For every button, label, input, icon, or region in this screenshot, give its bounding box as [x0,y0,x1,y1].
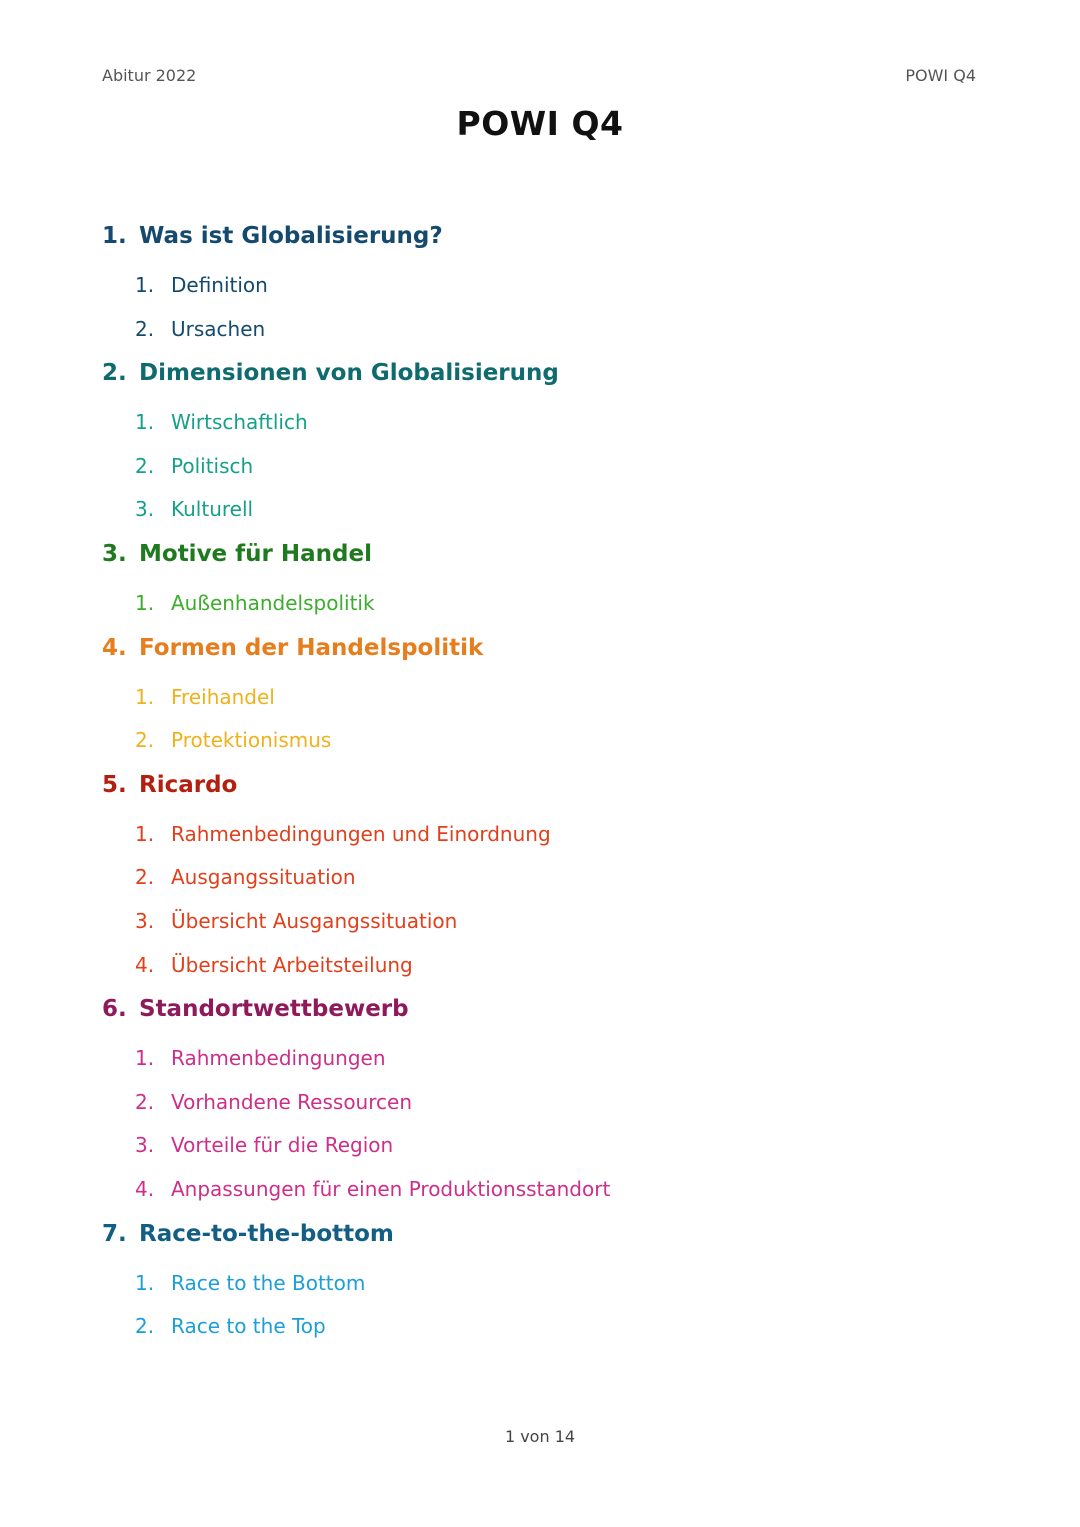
toc-sub-item[interactable] [135,813,982,857]
sub-item-label: Übersicht Arbeitsteilung [171,952,413,977]
toc-sub-item[interactable] [135,1305,982,1349]
toc-section-heading[interactable] [102,991,982,1037]
sub-item-number: 1. [135,821,155,846]
toc-section [102,1216,982,1349]
header-right: POWI Q4 [905,66,976,85]
toc-sub-list [102,264,982,351]
toc-sub-item[interactable] [135,1037,982,1081]
toc-sub-list [102,1037,982,1211]
page-number: 1 von 14 [504,1427,576,1446]
sub-item-number: 2. [135,316,155,341]
sub-item-number: 2. [135,728,155,753]
table-of-contents [102,218,982,1353]
section-number: 6. [102,996,127,1023]
sub-item-number: 1. [135,1046,155,1071]
sub-item-label: Rahmenbedingungen [171,1046,386,1071]
sub-item-number: 3. [135,497,155,522]
toc-sub-item[interactable] [135,900,982,944]
document-title: POWI Q4 [456,104,624,143]
toc-sub-item[interactable] [135,1262,982,1306]
toc-section-heading[interactable] [102,767,982,813]
sub-item-label: Race to the Bottom [171,1270,366,1295]
toc-sub-item[interactable] [135,1124,982,1168]
section-title: Race-to-the-bottom [139,1220,394,1247]
toc-section [102,767,982,987]
section-number: 4. [102,634,127,661]
sub-item-number: 3. [135,1133,155,1158]
sub-item-label: Kulturell [171,497,254,522]
toc-sub-item[interactable] [135,264,982,308]
toc-section-heading[interactable] [102,630,982,676]
toc-section [102,355,982,532]
section-number: 3. [102,540,127,567]
header-left: Abitur 2022 [102,66,197,85]
toc-sub-item[interactable] [135,719,982,763]
toc-sub-item[interactable] [135,856,982,900]
section-number: 2. [102,360,127,387]
toc-section [102,630,982,763]
toc-sub-item[interactable] [135,445,982,489]
toc-sub-item[interactable] [135,582,982,626]
toc-sub-item[interactable] [135,488,982,532]
sub-item-number: 4. [135,1176,155,1201]
sub-item-label: Ursachen [171,316,266,341]
section-title: Formen der Handelspolitik [139,634,484,661]
sub-item-number: 1. [135,1270,155,1295]
sub-item-label: Anpassungen für einen Produktionsstandort [171,1176,611,1201]
section-title: Motive für Handel [139,540,372,567]
section-title: Ricardo [139,771,238,798]
toc-sub-item[interactable] [135,676,982,720]
toc-section [102,536,982,626]
section-title: Was ist Globalisierung? [139,223,443,249]
sub-item-label: Außenhandelspolitik [171,590,375,615]
toc-sub-item[interactable] [135,1081,982,1125]
section-title: Dimensionen von Globalisierung [139,360,559,387]
sub-item-number: 4. [135,952,155,977]
sub-item-number: 1. [135,410,155,435]
sub-item-label: Wirtschaftlich [171,410,308,435]
sub-item-label: Race to the Top [171,1314,326,1339]
sub-item-label: Übersicht Ausgangssituation [171,908,458,933]
toc-section-heading[interactable] [102,355,982,401]
sub-item-number: 3. [135,908,155,933]
toc-section [102,218,982,351]
sub-item-number: 2. [135,865,155,890]
sub-item-number: 2. [135,1089,155,1114]
toc-sub-item[interactable] [135,308,982,352]
sub-item-number: 1. [135,273,155,297]
toc-sub-list [102,676,982,763]
sub-item-number: 2. [135,1314,155,1339]
sub-item-number: 1. [135,590,155,615]
toc-sub-list [102,1262,982,1349]
section-title: Standortwettbewerb [139,996,409,1023]
section-number: 7. [102,1220,127,1247]
sub-item-label: Rahmenbedingungen und Einordnung [171,821,551,846]
sub-item-label: Freihandel [171,684,275,709]
sub-item-label: Politisch [171,453,254,478]
toc-sub-list [102,582,982,626]
sub-item-label: Vorteile für die Region [171,1133,394,1158]
sub-item-number: 2. [135,453,155,478]
toc-section-heading[interactable] [102,218,982,264]
toc-sub-list [102,401,982,532]
toc-section [102,991,982,1211]
toc-sub-item[interactable] [135,401,982,445]
section-number: 5. [102,771,127,798]
toc-section-heading[interactable] [102,1216,982,1262]
sub-item-label: Definition [171,273,268,297]
toc-section-heading[interactable] [102,536,982,582]
section-number: 1. [102,223,127,249]
sub-item-label: Ausgangssituation [171,865,356,890]
sub-item-number: 1. [135,684,155,709]
toc-sub-item[interactable] [135,944,982,988]
sub-item-label: Vorhandene Ressourcen [171,1089,412,1114]
toc-sub-item[interactable] [135,1168,982,1212]
toc-sub-list [102,813,982,987]
sub-item-label: Protektionismus [171,728,332,753]
